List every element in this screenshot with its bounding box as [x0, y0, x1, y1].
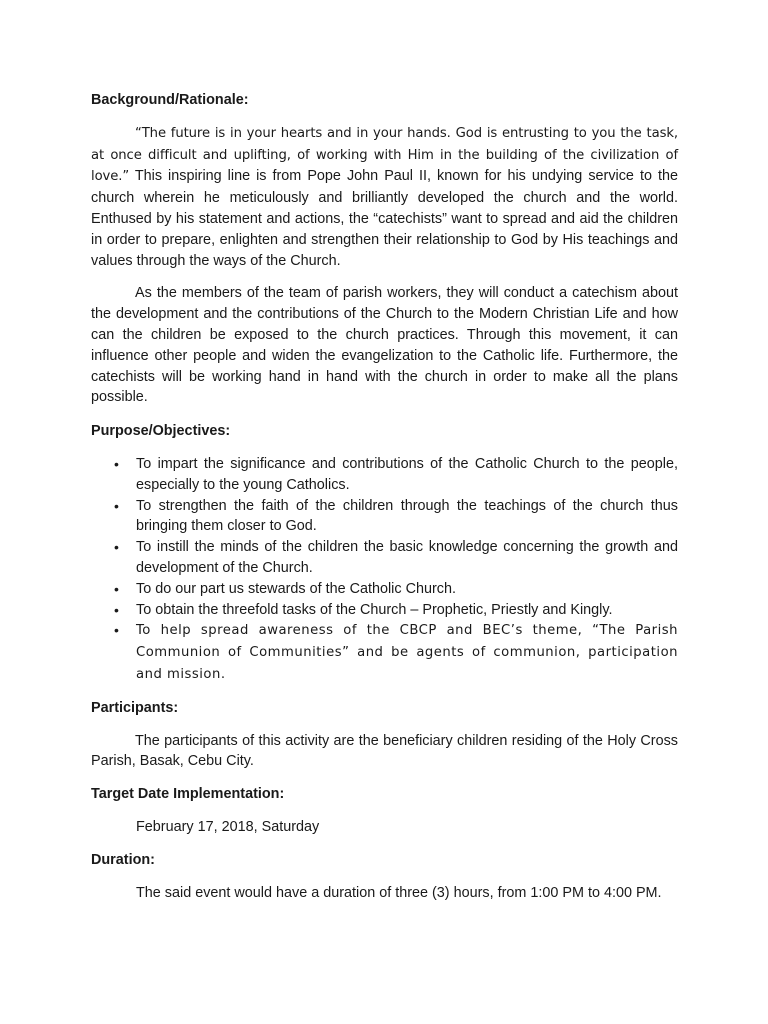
target-date-heading: Target Date Implementation: — [91, 786, 285, 803]
objectives-list — [91, 454, 678, 686]
pope-quote: “The future is in your hearts and in your hands. God is entrusting to you the task, at once difficult and uplifting, of working with Him in the building of the civilization of love.” — [91, 125, 678, 185]
participants-text: The participants of this activity are the beneficiary children residing of the Holy Cross Parish, Basak, Cebu City. — [91, 732, 678, 770]
bullet-icon: • — [114, 622, 119, 639]
document-page — [91, 90, 678, 903]
bullet-icon: • — [114, 497, 119, 514]
objective-item: • To obtain the threefold tasks of the Church – Prophetic, Priestly and Kingly. — [91, 600, 678, 621]
bullet-icon: • — [114, 455, 119, 472]
background-paragraph-2: As the members of the team of parish workers, they will conduct a catechism about the development and the contributions of the Church to the Modern Christian Life and how can the children be exposed to the church practices. Through this movement, it can influence other people and widen the evangelization to the Catholic life. Furthermore, the catechists will be working hand in hand with the church in order to make all the plans possible. — [91, 285, 678, 406]
background-heading: Background/Rationale: — [91, 92, 249, 108]
duration-heading: Duration: — [91, 851, 155, 868]
objective-item: • To help spread awareness of the CBCP and BEC’s theme, “The Parish Communion of Communities” and be agents of communion, participation and mission. — [114, 622, 678, 682]
objective-item: • To impart the significance and contributions of the Catholic Church to the people, especially to the young Catholics. — [114, 455, 678, 493]
objective-item: • To do our part us stewards of the Catholic Church. — [91, 579, 678, 600]
bullet-icon: • — [114, 580, 119, 597]
objective-item: • To strengthen the faith of the children through the teachings of the church thus bringing them closer to God. — [114, 497, 678, 535]
objective-item: • To instill the minds of the children the basic knowledge concerning the growth and development of the Church. — [114, 539, 678, 576]
bullet-icon: • — [114, 601, 119, 618]
objectives-heading: Purpose/Objectives: — [91, 423, 231, 440]
background-paragraph-1-rest: This inspiring line is from Pope John Paul II, known for his undying service to the church wherein he meticulously and brilliantly developed the church and the world. Enthused by his statement and actions, the “catechists” want to spread and aid the children in order to prepare, enlighten and strengthen their relationship to God by His teachings and values through the ways of the Church. — [91, 168, 678, 269]
duration-text: The said event would have a duration of three (3) hours, from 1:00 PM to 4:00 PM. — [136, 884, 662, 901]
background-paragraph-1 — [91, 123, 678, 272]
participants-heading: Participants: — [91, 699, 179, 716]
bullet-icon: • — [114, 539, 119, 556]
target-date-text: February 17, 2018, Saturday — [136, 818, 320, 835]
